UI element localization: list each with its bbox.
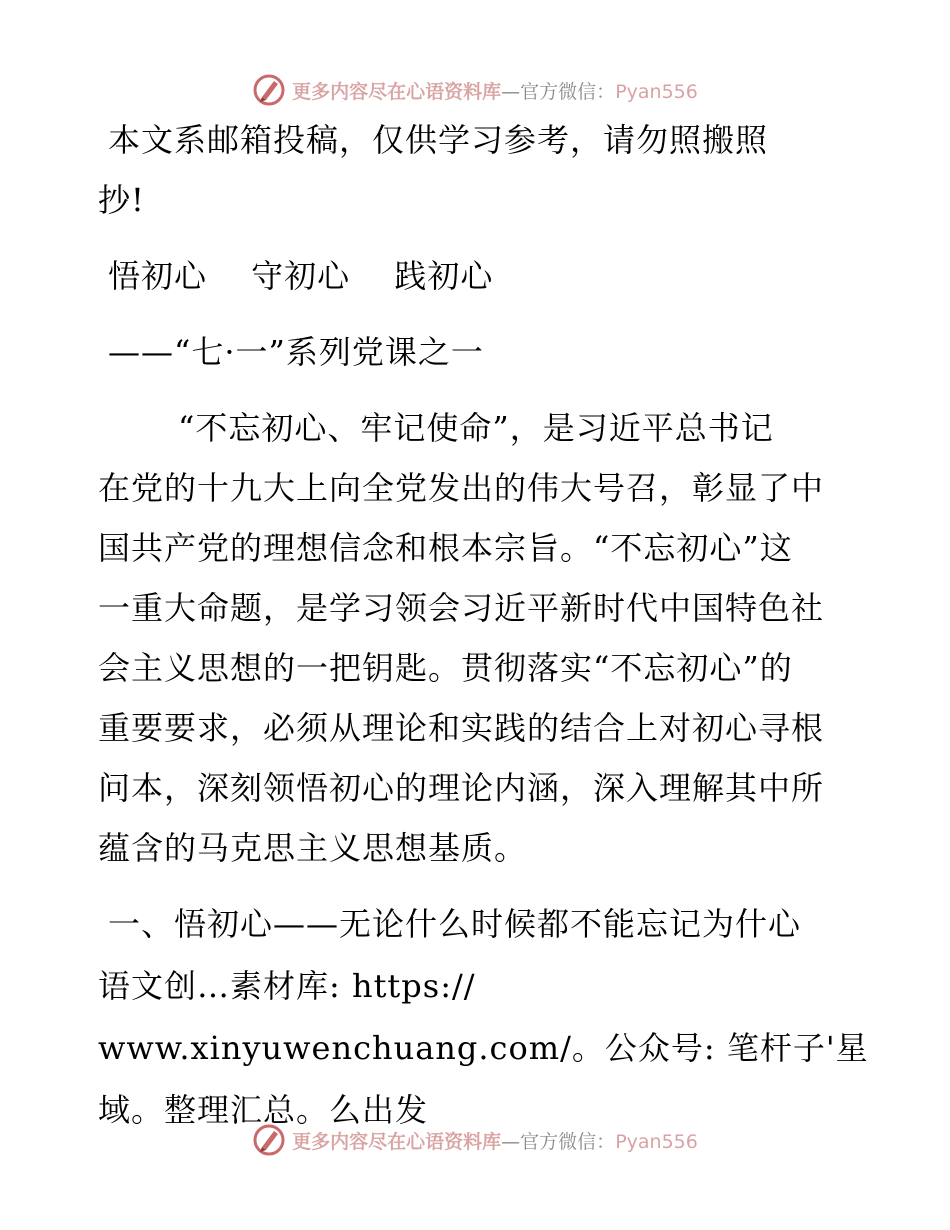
header-banner-main: 更多内容尽在心语资料库 — [292, 80, 502, 103]
header-banner-text — [292, 77, 698, 104]
paragraph-line: 一重大命题，是学习领会习近平新时代中国特色社 — [98, 589, 825, 627]
notice-line-1: 本文系邮箱投稿，仅供学习参考，请勿照搬照 — [108, 121, 769, 159]
section-line: 一、悟初心——无论什么时候都不能忘记为什心 — [108, 905, 802, 943]
paragraph-line: 蕴含的马克思主义思想基质。 — [98, 829, 528, 867]
header-banner — [0, 70, 950, 110]
document-subtitle: ——“七·一”系列党课之一 — [108, 333, 484, 371]
document-body — [98, 120, 869, 1130]
section-line: 域。整理汇总。么出发 — [98, 1091, 429, 1129]
pen-logo-icon — [252, 73, 286, 107]
section-heading — [98, 904, 869, 1130]
header-banner-contact: 官方微信： — [520, 80, 616, 103]
notice-block — [98, 120, 858, 220]
paragraph-line: 重要要求，必须从理论和实践的结合上对初心寻根 — [98, 709, 825, 747]
footer-banner-text — [292, 1127, 698, 1154]
intro-paragraph — [98, 408, 858, 868]
paragraph-line: 在党的十九大上向全党发出的伟大号召，彰显了中 — [98, 469, 825, 507]
paragraph-line: 问本，深刻领悟初心的理论内涵，深入理解其中所 — [98, 769, 825, 807]
paragraph-line: 会主义思想的一把钥匙。贯彻落实“不忘初心”的 — [98, 649, 793, 687]
section-line: 语文创…素材库: https:// — [98, 967, 476, 1005]
footer-banner-id: Pyan556 — [615, 1130, 698, 1153]
footer-banner-separator: — — [501, 1130, 521, 1153]
header-banner-id: Pyan556 — [615, 80, 698, 103]
footer-banner-contact: 官方微信： — [520, 1130, 616, 1153]
section-line: www.xinyuwenchuang.com/。公众号: 笔杆子'星 — [98, 1029, 869, 1067]
header-banner-separator: — — [501, 80, 521, 103]
footer-banner-main: 更多内容尽在心语资料库 — [292, 1130, 502, 1153]
pen-logo-icon — [252, 1123, 286, 1157]
notice-line-2: 抄! — [98, 181, 145, 219]
paragraph-line: 国共产党的理想信念和根本宗旨。“不忘初心”这 — [98, 529, 793, 567]
footer-banner — [0, 1120, 950, 1160]
document-title: 悟初心 守初心 践初心 — [108, 257, 494, 295]
paragraph-line: “不忘初心、牢记使命”，是习近平总书记 — [178, 409, 774, 447]
